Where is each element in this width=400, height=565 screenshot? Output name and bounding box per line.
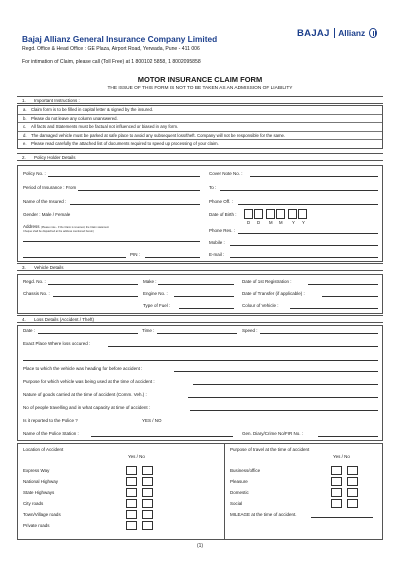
police-reported-label: Is it reported to the Police ? <box>23 418 78 423</box>
exact-place-label: Exact Place Where loss occured : <box>23 341 91 346</box>
mobile-field[interactable] <box>230 245 378 246</box>
dob-m-label: M <box>279 220 283 225</box>
location-yes-checkbox[interactable] <box>126 488 137 497</box>
dob-d-label: D <box>247 220 251 225</box>
logo-divider <box>334 28 335 38</box>
policy-no-field[interactable] <box>48 176 200 177</box>
location-no-checkbox[interactable] <box>142 499 153 508</box>
period-to-field[interactable] <box>220 190 378 191</box>
purpose-label: Purpose for which vehicle was being used at the time of accident : <box>23 379 155 384</box>
instruction-text: Please read carefully the attached list of documents required to speed up processing of your claim. <box>31 141 219 147</box>
email-field[interactable] <box>230 257 378 258</box>
location-no-checkbox[interactable] <box>142 466 153 475</box>
loss-date-field[interactable] <box>38 333 138 334</box>
mobile-label: Mobile : <box>209 240 225 245</box>
period-from-field[interactable] <box>78 190 200 191</box>
regd-no-field[interactable] <box>48 284 138 285</box>
dob-m-label: M <box>269 220 273 225</box>
travel-no-checkbox[interactable] <box>347 488 358 497</box>
colour-label: Colour of Vehicle : <box>242 303 279 308</box>
instruction-item <box>18 140 382 149</box>
loss-time-field[interactable] <box>157 333 237 334</box>
address-label: Address <box>23 224 40 229</box>
date-transfer-field[interactable] <box>322 296 378 297</box>
heading-place-field[interactable] <box>174 371 378 372</box>
exact-place-field[interactable] <box>108 346 378 347</box>
instruction-item <box>18 106 382 115</box>
speed-field[interactable] <box>260 333 378 334</box>
purpose-field[interactable] <box>193 384 378 385</box>
section-number: 3. <box>22 265 26 270</box>
company-address: Regd. Office & Head Office : GE Plaza, Airport Road, Yerwada, Pune - 411 006 <box>22 46 200 52</box>
section-title: Policy Holder Details <box>34 155 76 160</box>
location-item: Town/Village roads <box>23 512 61 517</box>
instruction-text: Please do not leave any column unanswered. <box>31 115 118 121</box>
section-number: 1. <box>22 98 26 103</box>
loss-date-label: Date : <box>23 328 36 333</box>
section-number: 2. <box>22 155 26 160</box>
travel-no-checkbox[interactable] <box>347 499 358 508</box>
dob-month-1-box[interactable] <box>266 209 275 219</box>
period-to-label: To : <box>209 185 217 190</box>
location-yes-checkbox[interactable] <box>126 466 137 475</box>
section-header-vehicle <box>17 263 383 271</box>
location-item: Express Way <box>23 468 50 473</box>
dob-day-1-box[interactable] <box>244 209 253 219</box>
travel-no-checkbox[interactable] <box>347 466 358 475</box>
nature-goods-label: Nature of goods carried at the time of accident (Comm. Veh.) : <box>23 392 147 397</box>
form-title: MOTOR INSURANCE CLAIM FORM <box>137 75 263 84</box>
column-divider <box>224 444 225 539</box>
chassis-no-label: Chassis No. : <box>23 291 50 296</box>
location-item: State Highways <box>23 490 55 495</box>
travel-yes-checkbox[interactable] <box>331 488 342 497</box>
location-item: City roads <box>23 501 44 506</box>
form-subtitle: THE ISSUE OF THIS FORM IS NOT TO BE TAKEN AS AN ADMISSION OF LIABILITY <box>107 86 293 91</box>
period-from-label: Period of Insurance : From <box>23 185 77 190</box>
instruction-letter: d. <box>23 132 27 138</box>
travel-yes-no: Yes / No <box>333 454 350 459</box>
dob-year-2-box[interactable] <box>298 209 307 219</box>
heading-place-label: Place to which the vehicle was heading for before accident : <box>23 366 143 371</box>
policy-holder-details <box>17 165 383 262</box>
location-no-checkbox[interactable] <box>142 510 153 519</box>
location-yes-checkbox[interactable] <box>126 477 137 486</box>
pin-label: PIN : <box>130 252 141 257</box>
instruction-letter: b. <box>23 115 27 121</box>
make-field[interactable] <box>158 284 234 285</box>
location-yes-checkbox[interactable] <box>126 510 137 519</box>
dob-d-label: D <box>257 220 261 225</box>
section-header-loss <box>17 315 383 323</box>
travel-purpose-item: Domestic <box>230 490 249 495</box>
mileage-field[interactable] <box>311 517 373 518</box>
travel-purpose-item: Business/office <box>230 468 261 473</box>
people-label: No of people travelling and in what capacity at time of accident : <box>23 405 151 410</box>
instructions-list <box>17 105 383 149</box>
gen-diary-label: Gen. Diary/Crime No/FIR No. : <box>242 431 304 436</box>
address-note: (Please note - If the Claim is reversed, the Claim statement <box>41 226 109 229</box>
date-first-reg-label: Date of 1st Registration : <box>242 279 292 284</box>
instruction-letter: a. <box>23 107 27 112</box>
location-no-checkbox[interactable] <box>142 521 153 530</box>
travel-no-checkbox[interactable] <box>347 477 358 486</box>
page-number: (1) <box>196 543 204 549</box>
make-label: Make : <box>143 279 157 284</box>
insured-name-field[interactable] <box>70 204 200 205</box>
dob-year-1-box[interactable] <box>288 209 297 219</box>
gender-label[interactable]: Gender : Male / Female <box>23 212 71 217</box>
police-station-label: Name of the Police Station : <box>23 431 79 436</box>
instruction-text: All facts and Statements must be factual not influenced or biased in any form. <box>31 124 179 130</box>
mileage-label: MILEAGE at the time of accident. <box>230 512 297 517</box>
pin-field[interactable] <box>145 257 200 258</box>
section-title: Loss Details (Accident / Theft) <box>34 317 94 322</box>
instruction-text: The damaged vehicle must be parked at safe place to avoid any subsequent loss/theft. Company will not be responsible for the same. <box>31 132 286 138</box>
phone-res-field[interactable] <box>238 233 378 234</box>
location-yes-no: Yes / No <box>128 454 145 459</box>
people-field[interactable] <box>190 410 378 411</box>
claim-intimation-text: For intimation of Claim, please call (Toll Free) at 1 800102 5858, 1 8002095858 <box>22 59 201 65</box>
dob-label: Date of Birth : <box>209 212 237 217</box>
address-note-2: Cheque shall be dispatched at the address mentioned herein) <box>23 229 94 233</box>
engine-no-field[interactable] <box>174 296 234 297</box>
travel-yes-checkbox[interactable] <box>331 466 342 475</box>
police-station-field[interactable] <box>91 436 233 437</box>
speed-label: Speed : <box>242 328 258 333</box>
fuel-type-field[interactable] <box>179 308 234 309</box>
logo-bajaj-text: BAJAJ <box>297 27 330 39</box>
location-item: Private roads <box>23 523 50 528</box>
location-no-checkbox[interactable] <box>142 477 153 486</box>
accident-location-table <box>17 443 383 540</box>
instruction-letter: c. <box>23 124 27 130</box>
regd-no-label: Regd. No. : <box>23 279 46 284</box>
address-line-1-field[interactable] <box>23 241 200 242</box>
instruction-item <box>18 123 382 132</box>
phone-res-label: Phone Res. : <box>209 228 236 233</box>
colour-field[interactable] <box>290 308 378 309</box>
exact-place-field-2[interactable] <box>23 360 378 361</box>
travel-purpose-item: Pleasure <box>230 479 248 484</box>
date-first-reg-field[interactable] <box>308 284 378 285</box>
email-label: E-mail : <box>209 252 225 257</box>
address-line-2-field[interactable] <box>23 257 126 258</box>
travel-purpose-title: Purpose of travel at the time of accident <box>230 447 310 452</box>
loss-details <box>17 325 383 441</box>
bajaj-allianz-logo <box>297 25 377 41</box>
policy-no-label: Policy No. : <box>23 171 46 176</box>
travel-purpose-item: Social <box>230 501 243 506</box>
loss-time-label: Time : <box>142 328 155 333</box>
phone-off-label: Phone Off. : <box>209 199 233 204</box>
company-name: Bajaj Allianz General Insurance Company Limited <box>22 34 218 44</box>
insured-name-label: Name of the Insured : <box>23 199 67 204</box>
gen-diary-field[interactable] <box>318 436 378 437</box>
nature-goods-field[interactable] <box>188 397 378 398</box>
police-reported-options[interactable]: YES / NO <box>142 418 162 423</box>
instruction-letter: e. <box>23 141 27 147</box>
travel-yes-checkbox[interactable] <box>331 477 342 486</box>
location-no-checkbox[interactable] <box>142 488 153 497</box>
location-yes-checkbox[interactable] <box>126 521 137 530</box>
travel-yes-checkbox[interactable] <box>331 499 342 508</box>
dob-y-label: Y <box>302 220 305 225</box>
section-number: 4. <box>22 317 26 322</box>
logo-allianz-text: Allianz <box>338 28 366 38</box>
instruction-item <box>18 115 382 124</box>
location-item: National Highway <box>23 479 59 484</box>
location-title: Location of Accident <box>23 447 64 452</box>
engine-no-label: Engine No. : <box>143 291 168 296</box>
phone-off-field[interactable] <box>238 204 378 205</box>
allianz-eagle-icon <box>369 28 377 38</box>
dob-day-2-box[interactable] <box>254 209 263 219</box>
vehicle-details <box>17 274 383 314</box>
cover-note-field[interactable] <box>250 176 378 177</box>
date-transfer-label: Date of Transfer (if applicable) : <box>242 291 305 296</box>
location-yes-checkbox[interactable] <box>126 499 137 508</box>
dob-month-2-box[interactable] <box>276 209 285 219</box>
cover-note-label: Cover Note No. : <box>209 171 243 176</box>
dob-y-label: Y <box>292 220 295 225</box>
section-title: Important Instructions : <box>34 98 80 103</box>
fuel-type-label: Type of Fuel : <box>143 303 171 308</box>
section-title: Vehicle Details <box>34 265 64 270</box>
instruction-item <box>18 132 382 141</box>
section-header-policy-holder <box>17 153 383 161</box>
chassis-no-field[interactable] <box>53 296 138 297</box>
section-header-instructions <box>17 96 383 104</box>
instruction-text: Claim form is to be filled in capital letter & signed by the insured. <box>31 107 154 112</box>
